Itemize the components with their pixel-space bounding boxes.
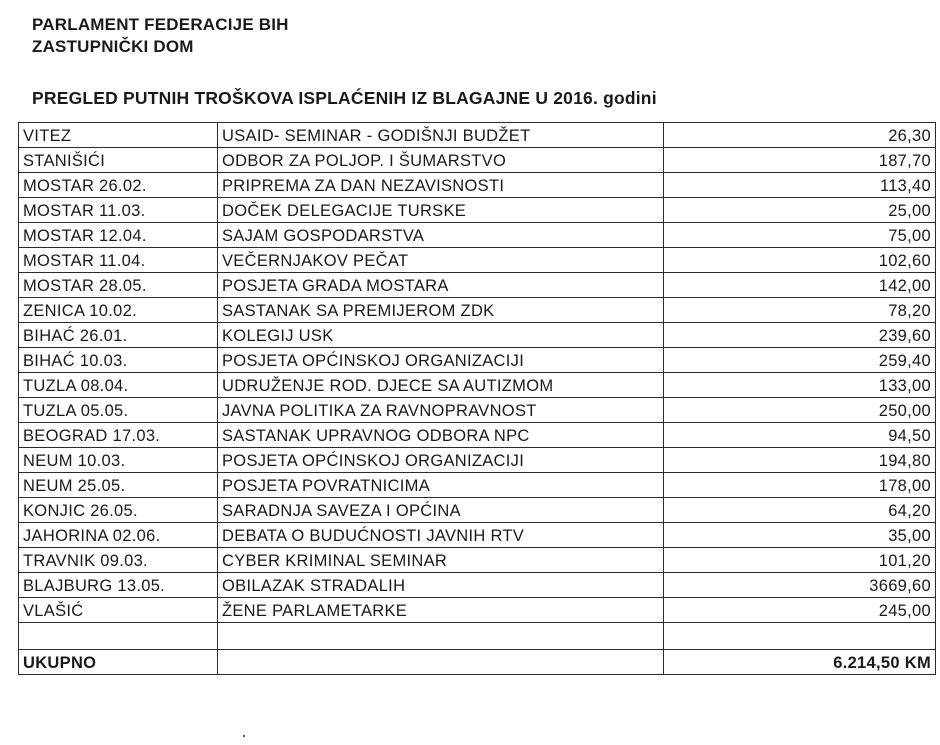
total-row [19,650,936,675]
table-row [19,123,936,148]
amount-cell: 78,20 [664,298,936,323]
amount-cell: 101,20 [664,548,936,573]
purpose-cell: PRIPREMA ZA DAN NEZAVISNOSTI [218,173,664,198]
amount-cell: 259,40 [664,348,936,373]
place-cell: TUZLA 08.04. [19,373,218,398]
place-cell: JAHORINA 02.06. [19,523,218,548]
place-cell: MOSTAR 26.02. [19,173,218,198]
place-cell: STANIŠIĆI [19,148,218,173]
table-row [19,198,936,223]
amount-cell [664,623,936,650]
purpose-cell [218,623,664,650]
place-cell: BIHAĆ 26.01. [19,323,218,348]
place-cell: NEUM 10.03. [19,448,218,473]
place-cell: VLAŠIĆ [19,598,218,623]
table-row [19,448,936,473]
place-cell: MOSTAR 12.04. [19,223,218,248]
amount-cell: 25,00 [664,198,936,223]
place-cell: MOSTAR 11.04. [19,248,218,273]
purpose-cell: KOLEGIJ USK [218,323,664,348]
purpose-cell: DOČEK DELEGACIJE TURSKE [218,198,664,223]
amount-cell: 102,60 [664,248,936,273]
purpose-cell [218,650,664,675]
place-cell [19,623,218,650]
table-row [19,298,936,323]
purpose-cell: POSJETA POVRATNICIMA [218,473,664,498]
table-row [19,348,936,373]
amount-cell: 239,60 [664,323,936,348]
amount-cell: 187,70 [664,148,936,173]
table-row [19,423,936,448]
table-row [19,598,936,623]
purpose-cell: JAVNA POLITIKA ZA RAVNOPRAVNOST [218,398,664,423]
amount-cell: 178,00 [664,473,936,498]
place-cell: MOSTAR 11.03. [19,198,218,223]
amount-cell: 75,00 [664,223,936,248]
purpose-cell: POSJETA OPĆINSKOJ ORGANIZACIJI [218,448,664,473]
table-row [19,223,936,248]
house-name: ZASTUPNIČKI DOM [32,37,194,56]
table-row [19,173,936,198]
amount-cell: 142,00 [664,273,936,298]
place-cell: MOSTAR 28.05. [19,273,218,298]
table-row [19,498,936,523]
amount-cell: 250,00 [664,398,936,423]
purpose-cell: ŽENE PARLAMETARKE [218,598,664,623]
table-row [19,248,936,273]
place-cell: VITEZ [19,123,218,148]
amount-cell: 245,00 [664,598,936,623]
table-row [19,323,936,348]
table-body [19,123,936,675]
amount-cell: 64,20 [664,498,936,523]
place-cell: TUZLA 05.05. [19,398,218,423]
amount-cell: 94,50 [664,423,936,448]
place-cell: TRAVNIK 09.03. [19,548,218,573]
total-amount: 6.214,50 KM [664,650,936,675]
purpose-cell: UDRUŽENJE ROD. DJECE SA AUTIZMOM [218,373,664,398]
travel-costs-table [18,122,936,675]
table-row [19,573,936,598]
amount-cell: 35,00 [664,523,936,548]
table-row [19,398,936,423]
scan-speck [243,735,245,737]
table-row [19,373,936,398]
amount-cell: 113,40 [664,173,936,198]
place-cell: BIHAĆ 10.03. [19,348,218,373]
table-row [19,273,936,298]
table-row [19,548,936,573]
place-cell: BLAJBURG 13.05. [19,573,218,598]
purpose-cell: SARADNJA SAVEZA I OPĆINA [218,498,664,523]
purpose-cell: CYBER KRIMINAL SEMINAR [218,548,664,573]
purpose-cell: SASTANAK SA PREMIJEROM ZDK [218,298,664,323]
table-row [19,473,936,498]
place-cell: BEOGRAD 17.03. [19,423,218,448]
purpose-cell: DEBATA O BUDUĆNOSTI JAVNIH RTV [218,523,664,548]
report-title: PREGLED PUTNIH TROŠKOVA ISPLAĆENIH IZ BLAGAJNE U 2016. godini [32,88,657,108]
place-cell: NEUM 25.05. [19,473,218,498]
amount-cell: 3669,60 [664,573,936,598]
purpose-cell: POSJETA OPĆINSKOJ ORGANIZACIJI [218,348,664,373]
purpose-cell: USAID- SEMINAR - GODIŠNJI BUDŽET [218,123,664,148]
purpose-cell: SASTANAK UPRAVNOG ODBORA NPC [218,423,664,448]
table-row [19,148,936,173]
place-cell: KONJIC 26.05. [19,498,218,523]
purpose-cell: OBILAZAK STRADALIH [218,573,664,598]
purpose-cell: VEČERNJAKOV PEČAT [218,248,664,273]
amount-cell: 26,30 [664,123,936,148]
amount-cell: 133,00 [664,373,936,398]
document-header [32,14,289,58]
purpose-cell: SAJAM GOSPODARSTVA [218,223,664,248]
purpose-cell: POSJETA GRADA MOSTARA [218,273,664,298]
empty-row [19,623,936,650]
amount-cell: 194,80 [664,448,936,473]
table-row [19,523,936,548]
parliament-name: PARLAMENT FEDERACIJE BIH [32,15,289,34]
total-label: UKUPNO [19,650,218,675]
place-cell: ZENICA 10.02. [19,298,218,323]
purpose-cell: ODBOR ZA POLJOP. I ŠUMARSTVO [218,148,664,173]
